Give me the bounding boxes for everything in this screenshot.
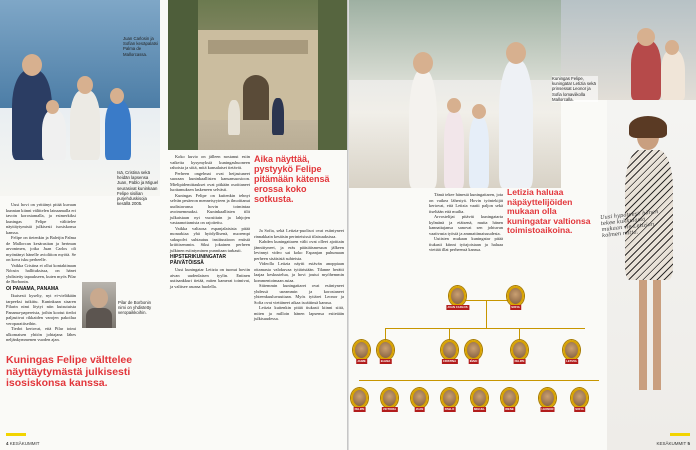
paragraph: Arvostelijat pitävät kuningatarta kylmänä ja etäisenä, mutta hänen kannattajansa sanovat sen johtuvan vaativasta työstä ja ammattimaisuudesta. (429, 214, 503, 236)
tree-node-elena (377, 340, 394, 364)
walk-caption: Kuningas Felipe, kuningatar Letizia sekä prinsessat Leonor ja Sofia lomaviikolla Mallorcalla. (552, 76, 598, 102)
tree-node-label: IRENE (505, 407, 514, 412)
paragraph: Vaikka Cristina ei ollut kontaktinaan Nóosin hallituksissa, on hänet yhdistetty tapaukseen, kuten myös Pilar de Borbonin. (6, 262, 76, 284)
paragraph: Uusi hovi on yrittänyt pitää kuvaan kunnian kiinni välittelen lainaamalla eri tavoin korostamalla, ja esimerkiksi kuningas Felipe välittelee näyttäytymistä julkisesti isosiskonsa kanssa. (6, 202, 76, 235)
magazine-name: KESÄKUMMIT (9, 441, 40, 446)
page-number: 5 (687, 441, 690, 446)
tree-node-label: JUAN CARLOS (447, 305, 468, 310)
tree-node-juan-carlos (447, 286, 468, 310)
paragraph: Vaikka valtaosa espanjalaisista pitää monarkiaa yhä hyödyllisenä, nuorempi sukupolvi suhtautuu instituutioon entistä kriittisemmin. Siksi jokainen perheen julkinen esiintyminen punnitaan tarkasti. (170, 225, 250, 253)
tree-node-cristina (441, 340, 458, 364)
left-folio (6, 441, 40, 446)
tree-node-label: CRISTINA (442, 359, 457, 364)
section-subhead: HIPSTERIKUNINGATAR PÄIVÄTÖISSÄ (170, 254, 226, 266)
tree-node-label: JUAN (415, 407, 424, 412)
tree-node-sofia (507, 286, 524, 310)
right-page (349, 0, 696, 450)
sailing-caption: Isä, Cristina sekä heidän lapsensa Juan, Pablo ja Miguel seurasivat kuninkaan Felipe sisilian purjehduskisoja kesällä 2005. (117, 170, 159, 207)
folio-accent (670, 433, 690, 436)
handwritten-note: Uusi hypoteesi: hänen tekee kukkulasta mukaan vie Letizian kolmen mitta. (599, 209, 659, 240)
paragraph: Felipe on tietenkin ja Baleijin Palma de Mallorcan kesärasitan ja hertman arvonimen, jotka Juan Carlos oli myöntänyt hänelle avioliiton myötä. Se on kova isku perheelle. (6, 235, 76, 262)
tree-node-grandchild (471, 388, 488, 412)
center-column (254, 228, 344, 322)
paragraph: Ikuisesti kyselty, nyt ei-vieläkään tarpeeksi tutkittu. Kuninkaan sisaren Pilarin nimi löytyi niin kutsutuista Panama-papereista, joihin kootut tiedot paljastivat rikkaiden varojen pakoilua veroparatiiseihin. (6, 293, 76, 326)
tree-node-grandchild (411, 388, 428, 412)
right-folio (657, 441, 690, 446)
left-page (0, 0, 347, 450)
tree-node-label: FELIPE (514, 359, 525, 364)
tree-node-label: SOFIA (575, 407, 584, 412)
pilar-portrait (82, 282, 116, 328)
family-tree (349, 280, 609, 440)
left-column-2 (170, 154, 250, 289)
folio-accent (6, 433, 26, 436)
tree-node-label: ELENA (380, 359, 391, 364)
paragraph: Sittemmin kuningattaret ovat esiintyneet yhdessä useammin ja korostaneet yhteenkuuluvuuttaan. Myös tyttäret Leonor ja Sofia ovat viettäneet aikaa isoäitinsä kanssa. (254, 283, 344, 305)
paragraph: Kuningas Felipe on kuitenkin tehnyt selvän pesäeron menneisyyteen ja ilmoittanut uudistavansa hovin toimintaa avoimemmaksi. Kuninkaallisten tilit julkaistaan nyt vuosittain ja lahjojen vastaanottamista on rajoitettu. (170, 192, 250, 225)
section-subhead: OI PANAMA, PANAMA (6, 285, 59, 292)
right-column (429, 192, 503, 253)
pilar-caption: Pilar de Borbonin nimi on yhdistetty veropaikkoihin. (118, 300, 152, 316)
paragraph: Perheen ongelmat ovat heijastuneet suoraan kuninkaallisten kansansuosioon. Mielipidemittaukset ovat pitkään osoittaneet luottamuksen laskeneen selvästi. (170, 170, 250, 192)
tree-node-grandchild (539, 388, 556, 412)
tree-node-inaki (465, 340, 482, 364)
tree-node-label: LETIZIA (566, 359, 577, 364)
left-column-1 (6, 202, 76, 343)
paragraph: Uusi kuningatar Letizia on tuonut hoviin aivan uudenlaisen tyylin. Entinen uutisankkuri tietää, miten kamerat toimivat, ja valitsee asunsa huolella. (170, 267, 250, 289)
sailing-photo (0, 0, 160, 196)
paragraph: Videolla Letizia näytti estävän anoppiaan ottamasta valokuvaa tyttäristään. Tilanne herätti laajaa keskustelua, ja hovi joutui myöhemmin kommentoimaan asiaa. (254, 261, 344, 283)
page-number: 4 (6, 441, 9, 446)
paragraph: Uutisten mukaan kuningatar pitää tiukasti kiinni työajoistaan ja haluaa viettää illat perheensä kanssa. (429, 236, 503, 252)
tree-node-label: SOFIA (511, 305, 520, 310)
paragraph: Tiedot kertovat, että Pilar toimi ulkomaisen yhtiön johtajana lähes neljänkymmenen vuoden ajan. (6, 326, 76, 342)
paragraph: Kahden kuningattaren välit ovat olleet ajoittain jännittyneet, ja eräs pääsiäismessun jälkeen levinnyt video sai koko Espanjan puhumaan perheen sisäisistä suhteista. (254, 239, 344, 261)
tree-node-grandchild (351, 388, 368, 412)
tree-node-grandchild (571, 388, 588, 412)
left-headline: Kuningas Felipe välttelee näyttäytymästä julkisesti isosiskonsa kanssa. (6, 354, 133, 389)
tree-node-grandchild (441, 388, 458, 412)
palace-photo (168, 0, 347, 150)
tree-node-label: PABLO (444, 407, 455, 412)
center-pullquote: Aika näyttää, pystyykö Felipe pitämään kätensä erossa koko sotkusta. (254, 154, 330, 204)
tree-node-grandchild (501, 388, 518, 412)
paragraph: Koko kuvio on jälleen nostanut esiin vaikeita kysymyksiä kuningashuoneen rahoista ja siitä, mitä kansalaiset tietävät. (170, 154, 250, 170)
paragraph: Letizia kuitenkin pitää tiukasti kiinni siitä, miten ja milloin hänen lapsensa esitetään julkisuudessa. (254, 305, 344, 321)
paragraph: Tämä tekee hänestä kuningattaren, jota on vaikea lähestyä. Hovin työntekijät kertovat, että Letizia vaatii paljon sekä itseltään että muilta. (429, 192, 503, 214)
palace-caption: Juan Carlosin ja Sofian kesäpalatsi Palma de Mallorcassa. (123, 36, 158, 57)
tree-node-letizia (563, 340, 580, 364)
tree-node-label: JAIME (357, 359, 366, 364)
paragraph: Ja Sofia, sekä Letizia-puolisot ovat esiintyneet rinnakkain kesäisin perinteisissä tilaisuuksissa. (254, 228, 344, 239)
letizia-photo (607, 100, 696, 450)
tree-node-felipe (511, 340, 528, 364)
tree-node-label: IÑAKI (469, 359, 478, 364)
magazine-name: KESÄKUMMIT (656, 441, 687, 446)
tree-node-label: LEONOR (541, 407, 554, 412)
right-pullquote: Letizia haluaa näpäyttelijöiden mukaan olla kuningatar valtionsa toimistoaikoina. (507, 187, 591, 236)
tree-node-label: MIGUEL (474, 407, 485, 412)
tree-node-label: VICTORIA (382, 407, 397, 412)
tree-node-grandchild (381, 388, 398, 412)
tree-node-label: FELIPE (354, 407, 365, 412)
family-walk-photo (349, 0, 561, 188)
tree-node-jaime (353, 340, 370, 364)
